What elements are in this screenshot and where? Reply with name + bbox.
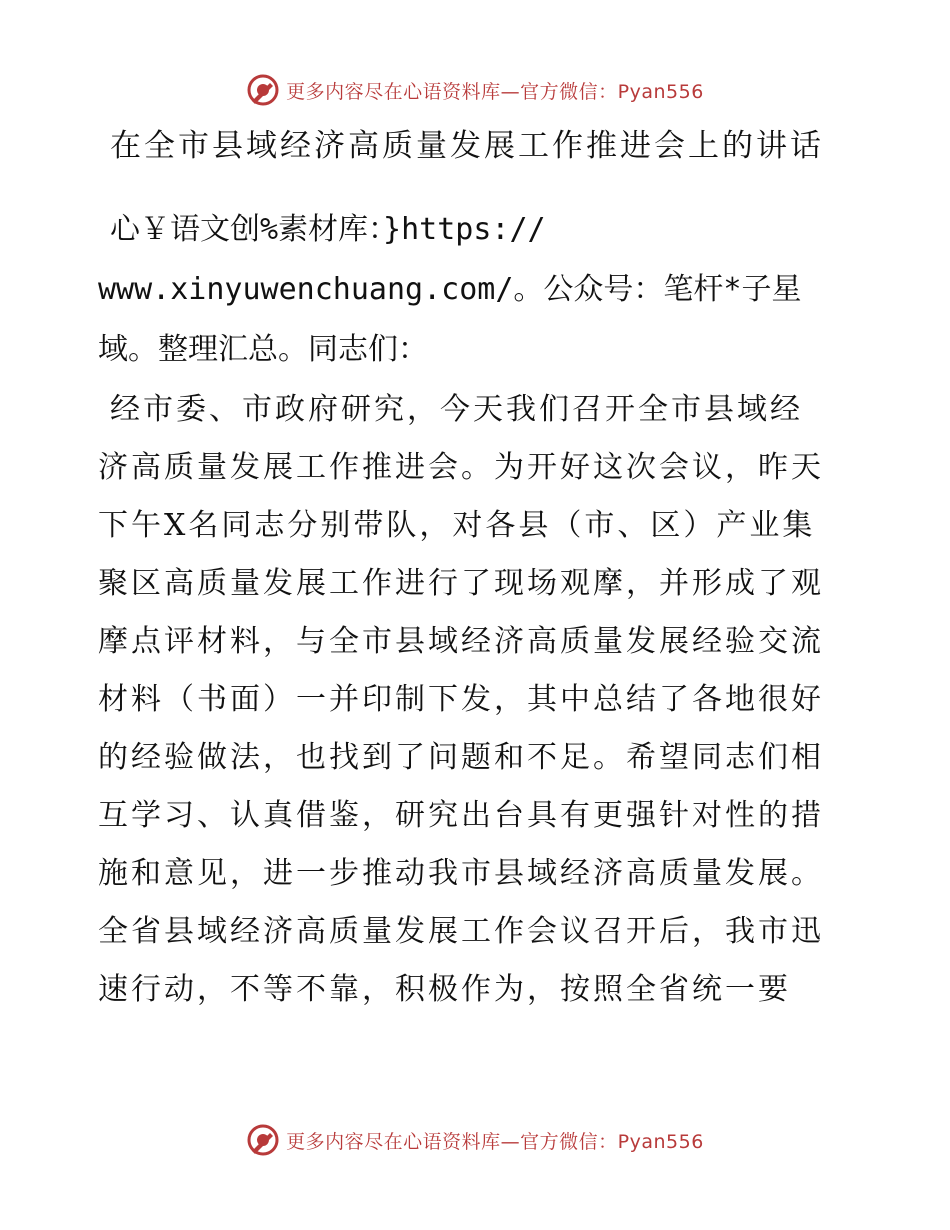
body-line: 摩点评材料，与全市县域经济高质量发展经验交流 bbox=[98, 624, 824, 659]
speech-body bbox=[98, 381, 858, 1019]
source-line: www.xinyuwenchuang.com/。公众号：笔杆*子星 bbox=[98, 272, 802, 307]
body-line: 济高质量发展工作推进会。为开好这次会议，昨天 bbox=[98, 450, 824, 485]
header-watermark-banner bbox=[0, 70, 950, 110]
body-line: 聚区高质量发展工作进行了现场观摩，并形成了观 bbox=[98, 566, 824, 601]
pen-logo-icon bbox=[246, 73, 280, 107]
header-watermark-text: 更多内容尽在心语资料库—官方微信：Pyan556 bbox=[286, 80, 704, 103]
body-line: 的经验做法，也找到了问题和不足。希望同志们相 bbox=[98, 740, 824, 775]
body-line: 互学习、认真借鉴，研究出台具有更强针对性的措 bbox=[98, 798, 824, 833]
body-line: 施和意见，进一步推动我市县域经济高质量发展。 bbox=[98, 856, 824, 891]
source-line: 心￥语文创%素材库：}https:// bbox=[110, 212, 546, 247]
footer-watermark-text: 更多内容尽在心语资料库—官方微信：Pyan556 bbox=[286, 1130, 704, 1153]
footer-watermark-banner bbox=[0, 1120, 950, 1160]
source-note bbox=[98, 200, 838, 380]
document-title: 在全市县域经济高质量发展工作推进会上的讲话 bbox=[110, 128, 824, 164]
body-line: 材料（书面）一并印制下发，其中总结了各地很好 bbox=[98, 682, 824, 717]
source-line: 域。整理汇总。同志们： bbox=[98, 332, 428, 367]
body-line: 经市委、市政府研究，今天我们召开全市县域经 bbox=[110, 392, 803, 427]
body-line: 下午X名同志分别带队，对各县（市、区）产业集 bbox=[98, 508, 816, 543]
body-line: 速行动，不等不靠，积极作为，按照全省统一要 bbox=[98, 972, 791, 1007]
body-line: 全省县域经济高质量发展工作会议召开后，我市迅 bbox=[98, 914, 824, 949]
pen-logo-icon bbox=[246, 1123, 280, 1157]
